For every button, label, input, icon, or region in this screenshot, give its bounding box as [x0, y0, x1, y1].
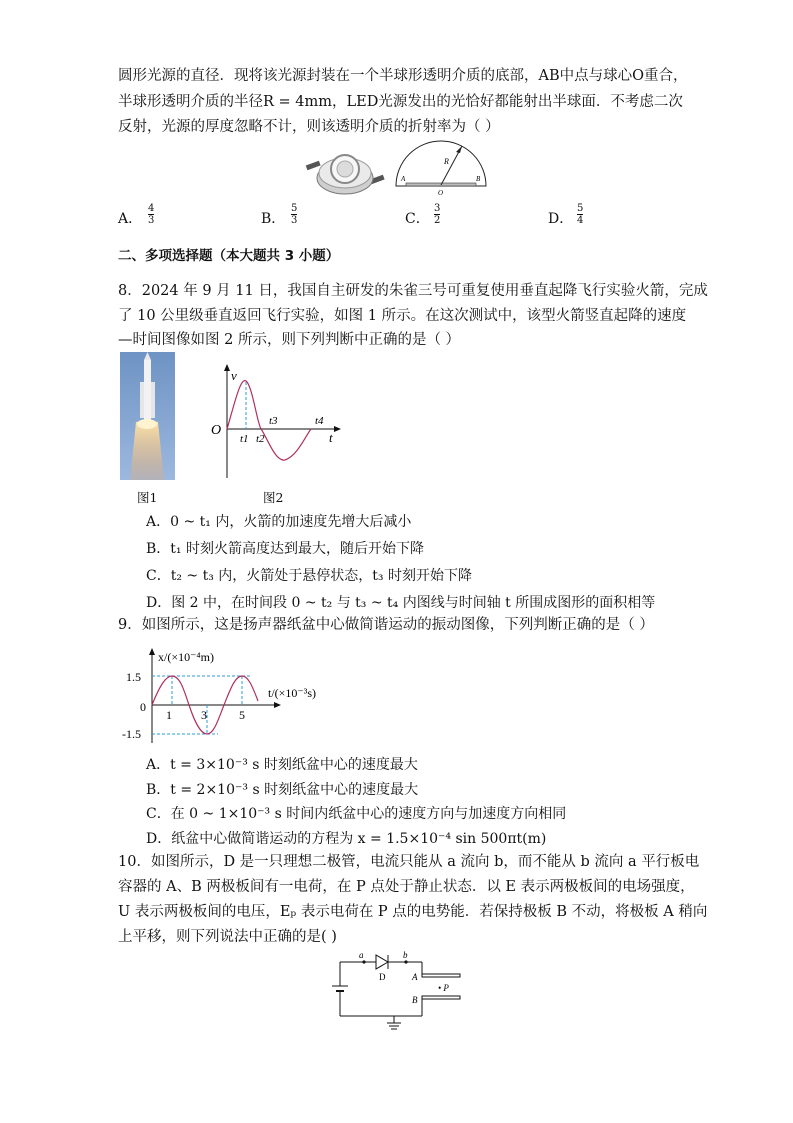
fig2-caption: 图2 [263, 490, 284, 505]
node-a-label: a [359, 950, 364, 960]
point-a-label: A [401, 175, 406, 183]
fig1-caption: 图1 [137, 490, 158, 505]
y-positive-tick: 1.5 [126, 670, 141, 684]
q9-option-b[interactable]: B．t = 2×10⁻³ s 时刻纸盆中心的速度最大 [146, 782, 419, 798]
q7-option-d[interactable]: D． [548, 211, 574, 227]
plate-b-label: B [412, 995, 418, 1005]
t4-label: t4 [315, 415, 324, 427]
q8-line-2: 了 10 公里级垂直返回飞行实验，如图 1 所示。在这次测试中，该型火箭竖直起降的速度 [118, 308, 687, 324]
q7-option-c-fraction: $\frac{3}{2}$ [434, 203, 441, 226]
q7-option-b[interactable]: B． [261, 211, 286, 227]
radius-label: R [444, 157, 449, 166]
velocity-time-graph [205, 362, 345, 480]
t2-label: t2 [256, 433, 265, 445]
q7-option-a[interactable]: A． [118, 211, 143, 227]
point-o-label: O [438, 189, 444, 196]
q9-option-c[interactable]: C．在 0 ~ 1×10⁻³ s 时间内纸盆中心的速度方向与加速度方向相同 [146, 806, 567, 822]
q8-option-a[interactable]: A．0 ~ t₁ 内，火箭的加速度先增大后减小 [146, 514, 412, 530]
x-axis-label: t/(×10⁻³s) [268, 686, 317, 700]
q7-option-c[interactable]: C． [405, 211, 430, 227]
q9-option-d[interactable]: D．纸盆中心做简谐运动的方程为 x = 1.5×10⁻⁴ sin 500πt(m) [146, 831, 547, 847]
q8-line-1: 8．2024 年 9 月 11 日，我国自主研发的朱雀三号可重复使用垂直起降飞行实验火箭，完成 [118, 283, 708, 299]
v-axis-label: v [231, 368, 237, 383]
point-b-label: B [476, 175, 481, 183]
q10-line-3: U 表示两极板间的电压，Eₚ 表示电荷在 P 点的电势能．若保持极板 B 不动，将极板 A 稍向 [118, 904, 708, 920]
q7-line-2: 半球形透明介质的半径R = 4mm，LED光源发出的光恰好都能射出半球面．不考虑二次 [118, 94, 683, 110]
y-negative-tick: -1.5 [122, 727, 141, 741]
led-light-figure [300, 145, 390, 201]
origin-label: O [211, 423, 222, 438]
rocket-photo [120, 352, 175, 480]
q8-option-c[interactable]: C．t₂ ~ t₃ 内，火箭处于悬停状态，t₃ 时刻开始下降 [146, 568, 472, 584]
plate-a-label: A [412, 972, 418, 982]
t1-tick: 1 [166, 708, 172, 722]
q7-option-a-fraction: $\frac{4}{3}$ [148, 203, 155, 226]
q8-option-b[interactable]: B．t₁ 时刻火箭高度达到最大，随后开始下降 [146, 541, 424, 557]
y-axis-label: x/(×10⁻⁴m) [158, 650, 214, 664]
t5-tick: 5 [239, 708, 245, 722]
diode-label: D [379, 972, 386, 982]
q8-line-3: —时间图像如图 2 所示，则下列判断中正确的是（ ） [118, 332, 461, 348]
q7-option-b-fraction: $\frac{5}{3}$ [291, 203, 298, 226]
q9-stem: 9．如图所示，这是扬声器纸盆中心做简谐运动的振动图像，下列判断正确的是（ ） [118, 617, 654, 633]
t3-tick: 3 [201, 708, 207, 722]
q10-line-4: 上平移，则下列说法中正确的是( ) [118, 929, 337, 945]
t-axis-label: t [329, 430, 333, 445]
q10-line-2: 容器的 A、B 两极板间有一电荷，在 P 点处于静止状态．以 E 表示两极板间的电场强度， [118, 879, 695, 895]
q7-option-d-fraction: $\frac{5}{4}$ [577, 203, 584, 226]
diode-capacitor-circuit [326, 950, 476, 1035]
hemisphere-diagram [392, 140, 490, 196]
q7-line-3: 反射，光源的厚度忽略不计，则该透明介质的折射率为（ ） [118, 119, 500, 135]
vibration-graph [118, 645, 338, 745]
t1-label: t1 [240, 433, 249, 445]
node-b-label: b [403, 950, 408, 960]
q9-option-a[interactable]: A．t = 3×10⁻³ s 时刻纸盆中心的速度最大 [146, 757, 418, 773]
origin-tick: 0 [140, 700, 146, 714]
section-heading: 二、多项选择题（本大题共 3 小题） [118, 248, 340, 264]
q10-line-1: 10．如图所示，D 是一只理想二极管，电流只能从 a 流向 b，而不能从 b 流向 a 平行板电 [118, 854, 700, 870]
point-p-label: • P [438, 983, 449, 993]
q8-option-d[interactable]: D．图 2 中，在时间段 0 ~ t₂ 与 t₃ ~ t₄ 内图线与时间轴 t 所围成图形的面积相等 [146, 595, 656, 611]
q7-line-1: 圆形光源的直径．现将该光源封装在一个半球形透明介质的底部，AB中点与球心O重合， [118, 68, 688, 84]
t3-label: t3 [269, 415, 278, 427]
